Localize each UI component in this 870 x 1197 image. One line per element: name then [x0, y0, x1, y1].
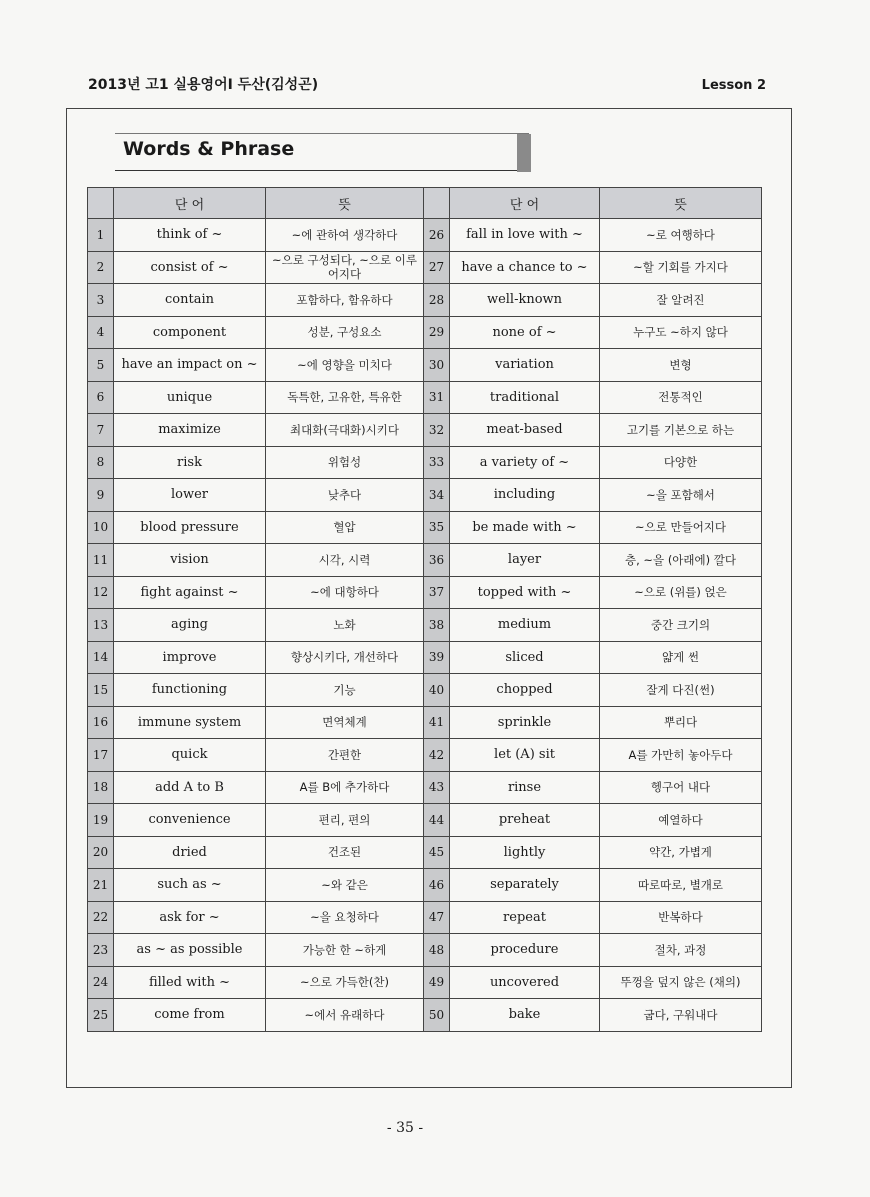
table-row [88, 674, 762, 707]
entry-meaning: 고기를 기본으로 하는 [600, 414, 762, 447]
meaning-header-right: 뜻 [600, 188, 762, 219]
entry-number: 32 [424, 414, 450, 447]
entry-number: 31 [424, 381, 450, 414]
entry-number: 4 [88, 316, 114, 349]
entry-meaning: 성분, 구성요소 [266, 316, 424, 349]
entry-number: 33 [424, 446, 450, 479]
entry-word: topped with ~ [450, 576, 600, 609]
entry-meaning: A를 B에 추가하다 [266, 771, 424, 804]
entry-number: 17 [88, 739, 114, 772]
entry-word: consist of ~ [114, 251, 266, 284]
entry-word: variation [450, 349, 600, 382]
entry-word: layer [450, 544, 600, 577]
course-title: 2013년 고1 실용영어I 두산(김성곤) [88, 77, 319, 93]
entry-number: 19 [88, 804, 114, 837]
content-frame [66, 108, 792, 1088]
entry-word: uncovered [450, 966, 600, 999]
entry-meaning: 헹구어 내다 [600, 771, 762, 804]
entry-meaning: ~을 포함해서 [600, 479, 762, 512]
entry-meaning: ~에서 유래하다 [266, 999, 424, 1032]
entry-word: procedure [450, 934, 600, 967]
entry-number: 49 [424, 966, 450, 999]
entry-meaning: 편리, 편의 [266, 804, 424, 837]
table-row [88, 869, 762, 902]
entry-meaning: 중간 크기의 [600, 609, 762, 642]
entry-word: as ~ as possible [114, 934, 266, 967]
table-row [88, 316, 762, 349]
entry-word: separately [450, 869, 600, 902]
entry-word: vision [114, 544, 266, 577]
table-row [88, 349, 762, 382]
entry-word: preheat [450, 804, 600, 837]
entry-word: quick [114, 739, 266, 772]
entry-word: let (A) sit [450, 739, 600, 772]
table-row [88, 641, 762, 674]
entry-meaning: 굽다, 구워내다 [600, 999, 762, 1032]
entry-word: traditional [450, 381, 600, 414]
table-row [88, 901, 762, 934]
table-row [88, 836, 762, 869]
entry-word: risk [114, 446, 266, 479]
table-body [88, 219, 762, 1032]
entry-meaning: 노화 [266, 609, 424, 642]
entry-meaning: ~을 요청하다 [266, 901, 424, 934]
entry-word: convenience [114, 804, 266, 837]
entry-word: bake [450, 999, 600, 1032]
entry-meaning: 따로따로, 별개로 [600, 869, 762, 902]
table-row [88, 934, 762, 967]
entry-word: sprinkle [450, 706, 600, 739]
entry-word: be made with ~ [450, 511, 600, 544]
entry-word: contain [114, 284, 266, 317]
page-header [88, 66, 766, 106]
entry-word: improve [114, 641, 266, 674]
entry-number: 44 [424, 804, 450, 837]
entry-word: well-known [450, 284, 600, 317]
entry-number: 36 [424, 544, 450, 577]
entry-meaning: 포함하다, 함유하다 [266, 284, 424, 317]
entry-number: 48 [424, 934, 450, 967]
entry-meaning: 기능 [266, 674, 424, 707]
entry-meaning: A를 가만히 놓아두다 [600, 739, 762, 772]
table-row [88, 609, 762, 642]
entry-number: 16 [88, 706, 114, 739]
entry-meaning: 향상시키다, 개선하다 [266, 641, 424, 674]
entry-word: come from [114, 999, 266, 1032]
entry-word: have a chance to ~ [450, 251, 600, 284]
table-row [88, 414, 762, 447]
entry-meaning: 다양한 [600, 446, 762, 479]
word-header-left: 단 어 [114, 188, 266, 219]
entry-word: maximize [114, 414, 266, 447]
entry-meaning: ~에 관하여 생각하다 [266, 219, 424, 252]
table-row [88, 446, 762, 479]
entry-meaning: 뿌리다 [600, 706, 762, 739]
entry-word: none of ~ [450, 316, 600, 349]
entry-meaning: 약간, 가볍게 [600, 836, 762, 869]
entry-word: have an impact on ~ [114, 349, 266, 382]
table-row [88, 381, 762, 414]
entry-word: blood pressure [114, 511, 266, 544]
entry-word: lightly [450, 836, 600, 869]
entry-number: 9 [88, 479, 114, 512]
entry-number: 27 [424, 251, 450, 284]
entry-number: 24 [88, 966, 114, 999]
entry-meaning: 잘 알려진 [600, 284, 762, 317]
vocabulary-table [87, 187, 762, 1032]
entry-meaning: 최대화(극대화)시키다 [266, 414, 424, 447]
entry-meaning: 절차, 과정 [600, 934, 762, 967]
word-header-right: 단 어 [450, 188, 600, 219]
entry-number: 5 [88, 349, 114, 382]
entry-number: 23 [88, 934, 114, 967]
entry-word: lower [114, 479, 266, 512]
entry-meaning: ~와 같은 [266, 869, 424, 902]
entry-number: 47 [424, 901, 450, 934]
entry-word: chopped [450, 674, 600, 707]
entry-meaning: ~으로 만들어지다 [600, 511, 762, 544]
entry-meaning: 누구도 ~하지 않다 [600, 316, 762, 349]
entry-meaning: 시각, 시력 [266, 544, 424, 577]
entry-word: immune system [114, 706, 266, 739]
lesson-label: Lesson 2 [701, 78, 766, 93]
entry-word: think of ~ [114, 219, 266, 252]
entry-word: a variety of ~ [450, 446, 600, 479]
title-tab-decoration [517, 134, 531, 172]
table-row [88, 706, 762, 739]
entry-meaning: 낮추다 [266, 479, 424, 512]
entry-word: meat-based [450, 414, 600, 447]
entry-word: sliced [450, 641, 600, 674]
entry-meaning: 간편한 [266, 739, 424, 772]
entry-number: 12 [88, 576, 114, 609]
table-row [88, 479, 762, 512]
entry-meaning: 전통적인 [600, 381, 762, 414]
entry-number: 25 [88, 999, 114, 1032]
entry-number: 21 [88, 869, 114, 902]
entry-meaning: ~으로 (위를) 얹은 [600, 576, 762, 609]
page-number: - 35 - [386, 1120, 424, 1136]
table-row [88, 219, 762, 252]
entry-number: 38 [424, 609, 450, 642]
entry-number: 37 [424, 576, 450, 609]
table-row [88, 771, 762, 804]
entry-number: 46 [424, 869, 450, 902]
entry-word: fall in love with ~ [450, 219, 600, 252]
entry-meaning: 혈압 [266, 511, 424, 544]
entry-number: 41 [424, 706, 450, 739]
section-title: Words & Phrase [123, 138, 295, 160]
entry-word: functioning [114, 674, 266, 707]
entry-number: 26 [424, 219, 450, 252]
entry-number: 45 [424, 836, 450, 869]
table-row [88, 544, 762, 577]
entry-meaning: ~에 영향을 미치다 [266, 349, 424, 382]
table-row [88, 739, 762, 772]
entry-number: 11 [88, 544, 114, 577]
entry-meaning: 변형 [600, 349, 762, 382]
entry-word: including [450, 479, 600, 512]
entry-number: 20 [88, 836, 114, 869]
table-row [88, 251, 762, 284]
entry-number: 8 [88, 446, 114, 479]
entry-number: 42 [424, 739, 450, 772]
entry-number: 1 [88, 219, 114, 252]
entry-number: 3 [88, 284, 114, 317]
entry-word: filled with ~ [114, 966, 266, 999]
entry-number: 29 [424, 316, 450, 349]
entry-meaning: ~으로 가득한(찬) [266, 966, 424, 999]
entry-word: unique [114, 381, 266, 414]
entry-meaning: ~으로 구성되다, ~으로 이루어지다 [266, 251, 424, 284]
table-row [88, 511, 762, 544]
entry-meaning: 반복하다 [600, 901, 762, 934]
entry-number: 10 [88, 511, 114, 544]
entry-number: 7 [88, 414, 114, 447]
table-row [88, 576, 762, 609]
table-header-row [88, 188, 762, 219]
entry-meaning: 뚜껑을 덮지 않은 (채의) [600, 966, 762, 999]
entry-number: 30 [424, 349, 450, 382]
entry-number: 14 [88, 641, 114, 674]
entry-number: 34 [424, 479, 450, 512]
entry-meaning: 가능한 한 ~하게 [266, 934, 424, 967]
entry-word: component [114, 316, 266, 349]
entry-number: 35 [424, 511, 450, 544]
entry-word: rinse [450, 771, 600, 804]
number-header-right [424, 188, 450, 219]
entry-number: 50 [424, 999, 450, 1032]
entry-meaning: ~로 여행하다 [600, 219, 762, 252]
entry-meaning: 잘게 다진(썬) [600, 674, 762, 707]
entry-number: 43 [424, 771, 450, 804]
entry-word: aging [114, 609, 266, 642]
entry-word: such as ~ [114, 869, 266, 902]
entry-number: 28 [424, 284, 450, 317]
number-header-left [88, 188, 114, 219]
entry-word: repeat [450, 901, 600, 934]
entry-meaning: 건조된 [266, 836, 424, 869]
table-row [88, 284, 762, 317]
table-row [88, 966, 762, 999]
entry-meaning: 독특한, 고유한, 특유한 [266, 381, 424, 414]
entry-word: dried [114, 836, 266, 869]
entry-number: 39 [424, 641, 450, 674]
entry-word: medium [450, 609, 600, 642]
entry-number: 22 [88, 901, 114, 934]
meaning-header-left: 뜻 [266, 188, 424, 219]
table-row [88, 999, 762, 1032]
entry-word: ask for ~ [114, 901, 266, 934]
entry-meaning: 면역체계 [266, 706, 424, 739]
entry-meaning: 층, ~을 (아래에) 깔다 [600, 544, 762, 577]
entry-number: 40 [424, 674, 450, 707]
table-row [88, 804, 762, 837]
entry-word: add A to B [114, 771, 266, 804]
entry-meaning: ~에 대항하다 [266, 576, 424, 609]
entry-word: fight against ~ [114, 576, 266, 609]
entry-number: 13 [88, 609, 114, 642]
entry-number: 15 [88, 674, 114, 707]
section-title-box [115, 133, 529, 171]
entry-meaning: 위험성 [266, 446, 424, 479]
entry-number: 2 [88, 251, 114, 284]
entry-meaning: ~할 기회를 가지다 [600, 251, 762, 284]
entry-number: 18 [88, 771, 114, 804]
entry-meaning: 예열하다 [600, 804, 762, 837]
entry-meaning: 얇게 썬 [600, 641, 762, 674]
entry-number: 6 [88, 381, 114, 414]
